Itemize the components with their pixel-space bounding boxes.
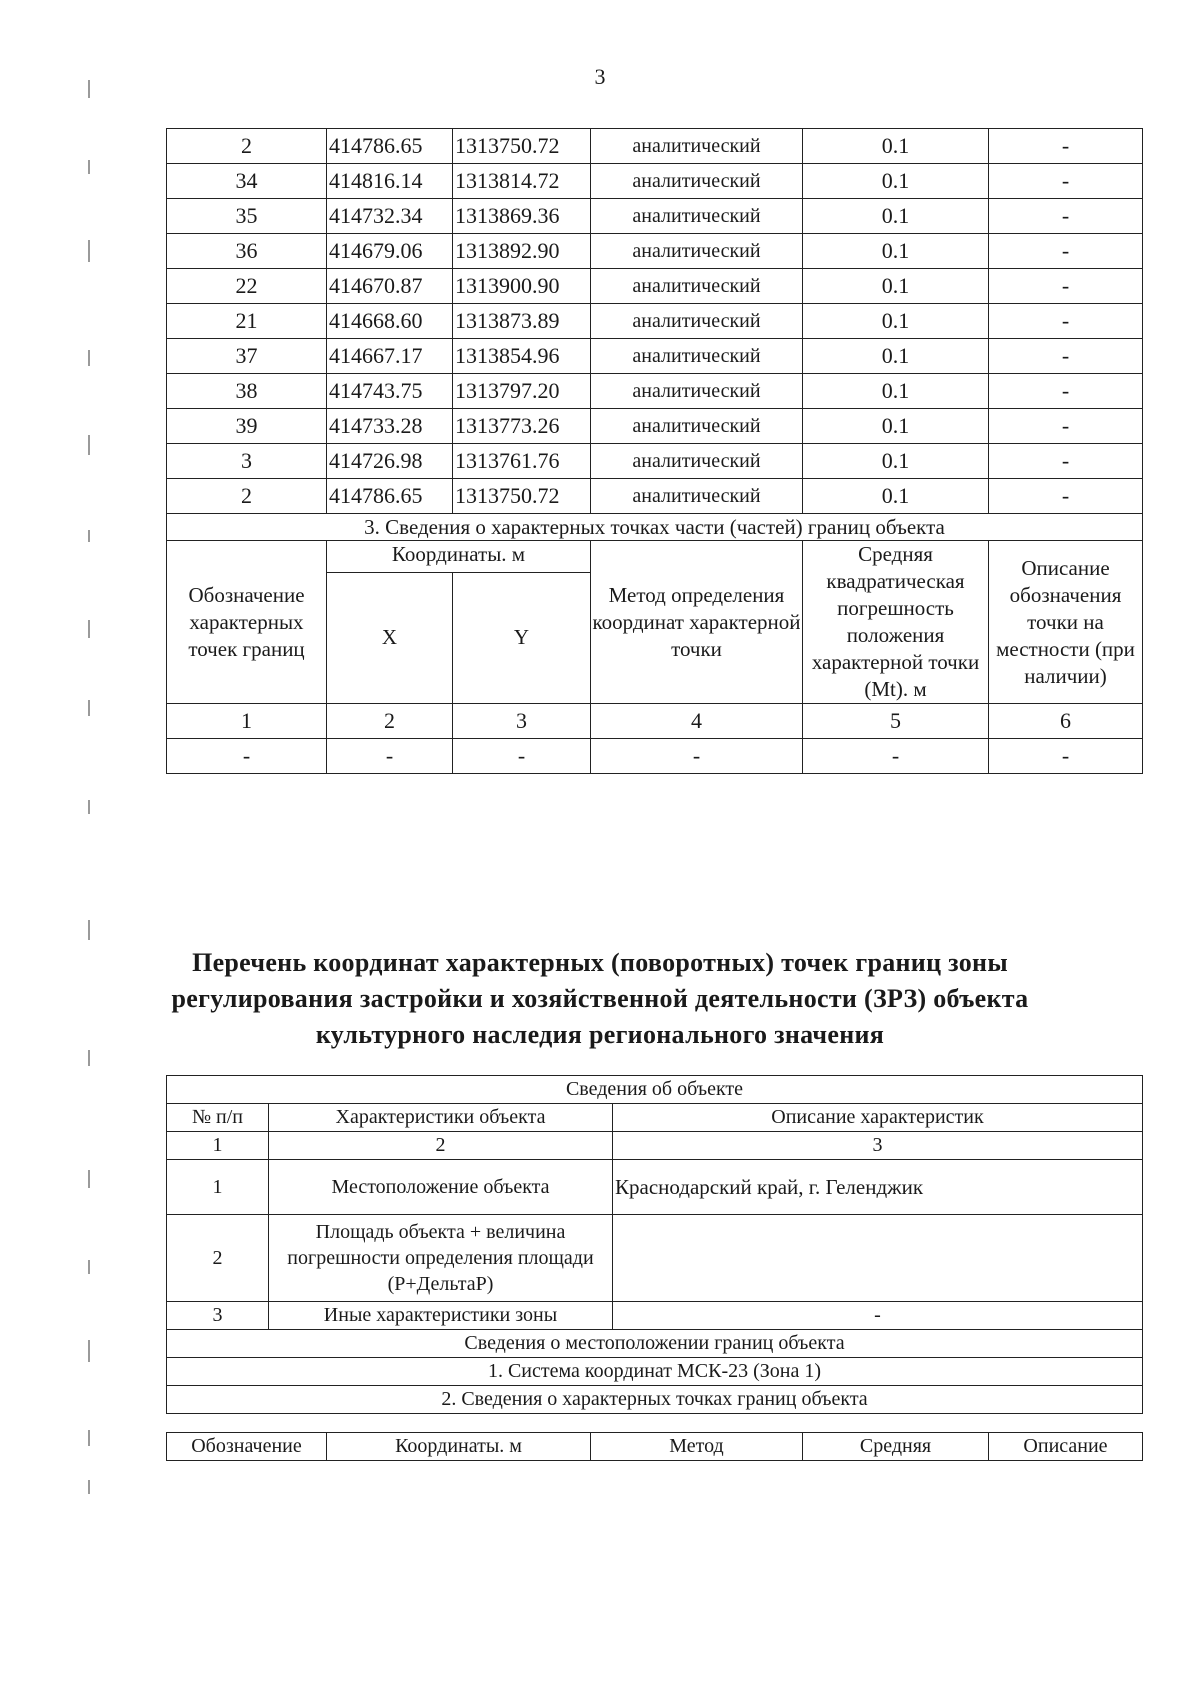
accuracy-cell: 0.1 (803, 304, 989, 339)
point-cell: 35 (167, 199, 327, 234)
accuracy-cell: 0.1 (803, 234, 989, 269)
point-cell: 36 (167, 234, 327, 269)
header-method: Метод определения координат характерной точки (591, 541, 803, 704)
description-cell: - (989, 269, 1143, 304)
x-cell: 414726.98 (327, 444, 453, 479)
section3-title-row (167, 514, 1143, 541)
x-cell: 414786.65 (327, 129, 453, 164)
column-number: 4 (591, 704, 803, 739)
empty-cell: - (591, 739, 803, 774)
x-cell: 414667.17 (327, 339, 453, 374)
description-cell: - (989, 199, 1143, 234)
point-cell: 38 (167, 374, 327, 409)
x-cell: 414668.60 (327, 304, 453, 339)
accuracy-cell: 0.1 (803, 339, 989, 374)
scan-margin-marks (86, 60, 92, 1510)
accuracy-cell: 0.1 (803, 409, 989, 444)
empty-cell: - (453, 739, 591, 774)
x-cell: 414786.65 (327, 479, 453, 514)
y-cell: 1313814.72 (453, 164, 591, 199)
col-number: 3 (613, 1132, 1143, 1160)
y-cell: 1313869.36 (453, 199, 591, 234)
method-cell: аналитический (591, 129, 803, 164)
coordinate-row (167, 199, 1143, 234)
header-x: X (327, 572, 453, 704)
description-cell: - (989, 234, 1143, 269)
column-number: 1 (167, 704, 327, 739)
row-no: 2 (167, 1215, 269, 1302)
col-description-header: Описание характеристик (613, 1104, 1143, 1132)
method-cell: аналитический (591, 374, 803, 409)
method-cell: аналитический (591, 234, 803, 269)
method-cell: аналитический (591, 339, 803, 374)
header-accuracy: Средняя квадратическая погрешность положения характерной точки (Mt). м (803, 541, 989, 704)
description-cell: - (989, 409, 1143, 444)
point-cell: 21 (167, 304, 327, 339)
point-cell: 22 (167, 269, 327, 304)
empty-cell: - (803, 739, 989, 774)
column-number: 6 (989, 704, 1143, 739)
coordinate-row (167, 374, 1143, 409)
cut-header-cell: Метод (591, 1433, 803, 1461)
point-cell: 2 (167, 479, 327, 514)
column-number: 3 (453, 704, 591, 739)
coordinate-row (167, 129, 1143, 164)
description-cell: - (989, 129, 1143, 164)
coordinate-row (167, 164, 1143, 199)
method-cell: аналитический (591, 409, 803, 444)
method-cell: аналитический (591, 199, 803, 234)
column-number: 5 (803, 704, 989, 739)
accuracy-cell: 0.1 (803, 164, 989, 199)
page-number: 3 (594, 64, 606, 89)
method-cell: аналитический (591, 444, 803, 479)
object-info-title: Сведения об объекте (167, 1076, 1143, 1104)
zone-heading: Перечень координат характерных (поворотных) точек границ зоны регулирования застройки и хозяйственной деятельности (ЗРЗ) объекта культурного наследия регионального значения (171, 948, 1029, 1049)
method-cell: аналитический (591, 479, 803, 514)
point-cell: 37 (167, 339, 327, 374)
header-description: Описание обозначения точки на местности (при наличии) (989, 541, 1143, 704)
col-number: 1 (167, 1132, 269, 1160)
row-characteristic: Площадь объекта + величина погрешности определения площади (Р+ДельтаР) (269, 1215, 613, 1302)
y-cell: 1313750.72 (453, 479, 591, 514)
section2-title: 2. Сведения о характерных точках границ объекта (167, 1386, 1143, 1414)
coord-system: 1. Система координат МСК-23 (Зона 1) (167, 1358, 1143, 1386)
empty-cell: - (167, 739, 327, 774)
description-cell: - (989, 479, 1143, 514)
y-cell: 1313900.90 (453, 269, 591, 304)
header-row (167, 541, 1143, 573)
row-value: - (613, 1302, 1143, 1330)
x-cell: 414670.87 (327, 269, 453, 304)
x-cell: 414743.75 (327, 374, 453, 409)
method-cell: аналитический (591, 304, 803, 339)
empty-cell: - (989, 739, 1143, 774)
cut-header-cell: Координаты. м (327, 1433, 591, 1461)
y-cell: 1313873.89 (453, 304, 591, 339)
y-cell: 1313750.72 (453, 129, 591, 164)
x-cell: 414679.06 (327, 234, 453, 269)
column-number: 2 (327, 704, 453, 739)
y-cell: 1313892.90 (453, 234, 591, 269)
coordinate-row (167, 304, 1143, 339)
empty-data-row (167, 739, 1143, 774)
description-cell: - (989, 304, 1143, 339)
empty-cell: - (327, 739, 453, 774)
coordinates-table (166, 128, 1143, 774)
coordinate-row (167, 234, 1143, 269)
coordinate-row (167, 444, 1143, 479)
accuracy-cell: 0.1 (803, 129, 989, 164)
method-cell: аналитический (591, 269, 803, 304)
cut-header-cell: Средняя (803, 1433, 989, 1461)
row-characteristic: Местоположение объекта (269, 1160, 613, 1215)
coordinate-row (167, 339, 1143, 374)
x-cell: 414816.14 (327, 164, 453, 199)
row-no: 1 (167, 1160, 269, 1215)
accuracy-cell: 0.1 (803, 444, 989, 479)
y-cell: 1313773.26 (453, 409, 591, 444)
y-cell: 1313854.96 (453, 339, 591, 374)
point-cell: 2 (167, 129, 327, 164)
description-cell: - (989, 374, 1143, 409)
point-cell: 3 (167, 444, 327, 479)
row-value: Краснодарский край, г. Геленджик (613, 1160, 1143, 1215)
row-value (613, 1215, 1143, 1302)
x-cell: 414733.28 (327, 409, 453, 444)
description-cell: - (989, 339, 1143, 374)
point-cell: 39 (167, 409, 327, 444)
x-cell: 414732.34 (327, 199, 453, 234)
col-no-header: № п/п (167, 1104, 269, 1132)
row-characteristic: Иные характеристики зоны (269, 1302, 613, 1330)
cut-header-cell: Обозначение (167, 1433, 327, 1461)
description-cell: - (989, 164, 1143, 199)
cut-header-cell: Описание (989, 1433, 1143, 1461)
section3-title: 3. Сведения о характерных точках части (частей) границ объекта (167, 514, 1143, 541)
row-no: 3 (167, 1302, 269, 1330)
section2-header-table (166, 1432, 1143, 1461)
point-cell: 34 (167, 164, 327, 199)
coordinate-row (167, 269, 1143, 304)
accuracy-cell: 0.1 (803, 479, 989, 514)
y-cell: 1313797.20 (453, 374, 591, 409)
coordinate-row (167, 479, 1143, 514)
y-cell: 1313761.76 (453, 444, 591, 479)
accuracy-cell: 0.1 (803, 199, 989, 234)
location-title: Сведения о местоположении границ объекта (167, 1330, 1143, 1358)
coordinate-row (167, 409, 1143, 444)
object-info-table (166, 1075, 1143, 1414)
accuracy-cell: 0.1 (803, 269, 989, 304)
header-coordinates: Координаты. м (327, 541, 591, 573)
column-numbers-row (167, 704, 1143, 739)
col-characteristics-header: Характеристики объекта (269, 1104, 613, 1132)
accuracy-cell: 0.1 (803, 374, 989, 409)
header-point-designation: Обозначение характерных точек границ (167, 541, 327, 704)
method-cell: аналитический (591, 164, 803, 199)
description-cell: - (989, 444, 1143, 479)
col-number: 2 (269, 1132, 613, 1160)
header-y: Y (453, 572, 591, 704)
